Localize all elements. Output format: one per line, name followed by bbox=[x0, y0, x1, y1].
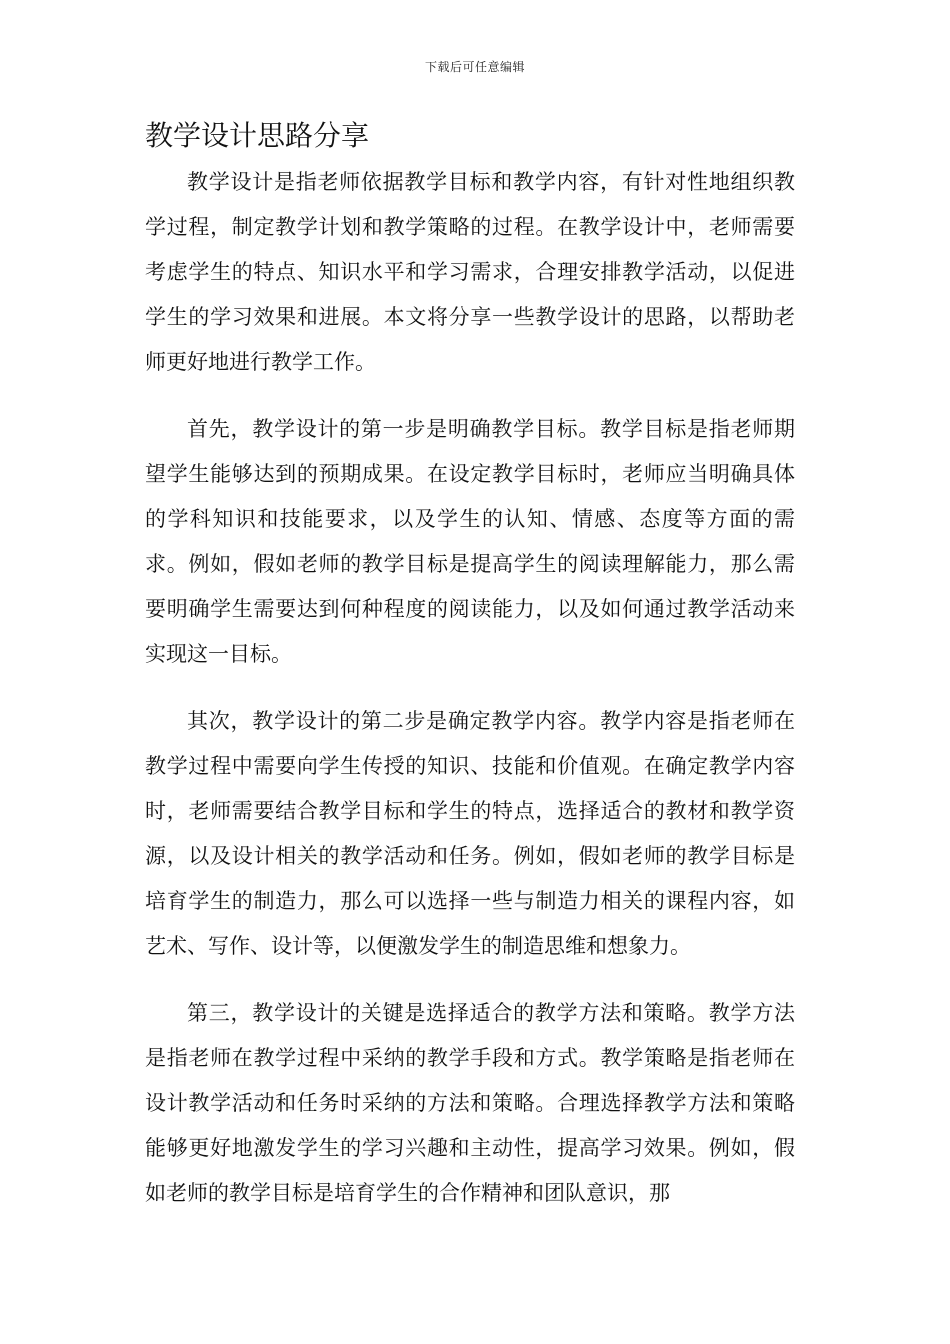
paragraph-step-three: 第三，教学设计的关键是选择适合的教学方法和策略。教学方法是指老师在教学过程中采纳的教学手段和方式。教学策略是指老师在设计教学活动和任务时采纳的方法和策略。合理选择教学方法和策略能够更好地激发学生的学习兴趣和主动性，提高学习效果。例如，假如老师的教学目标是培育学生的合作精神和团队意识，那 bbox=[145, 1001, 795, 1205]
paragraph-intro: 教学设计是指老师依据教学目标和教学内容，有针对性地组织教学过程，制定教学计划和教学策略的过程。在教学设计中，老师需要考虑学生的特点、知识水平和学习需求，合理安排教学活动，以促进学生的学习效果和进展。本文将分享一些教学设计的思路，以帮助老师更好地进行教学工作。 bbox=[145, 170, 795, 374]
document-title: 教学设计思路分享 bbox=[145, 119, 370, 152]
header-note: 下载后可任意编辑 bbox=[424, 60, 525, 74]
paragraph-step-two: 其次，教学设计的第二步是确定教学内容。教学内容是指老师在教学过程中需要向学生传授的知识、技能和价值观。在确定教学内容时，老师需要结合教学目标和学生的特点，选择适合的教材和教学资源，以及设计相关的教学活动和任务。例如，假如老师的教学目标是培育学生的制造力，那么可以选择一些与制造力相关的课程内容，如艺术、写作、设计等，以便激发学生的制造思维和想象力。 bbox=[145, 709, 795, 958]
paragraph-step-one: 首先，教学设计的第一步是明确教学目标。教学目标是指老师期望学生能够达到的预期成果。在设定教学目标时，老师应当明确具体的学科知识和技能要求，以及学生的认知、情感、态度等方面的需求。例如，假如老师的教学目标是提高学生的阅读理解能力，那么需要明确学生需要达到何种程度的阅读能力，以及如何通过教学活动来实现这一目标。 bbox=[145, 417, 795, 666]
document-body bbox=[145, 160, 795, 1238]
